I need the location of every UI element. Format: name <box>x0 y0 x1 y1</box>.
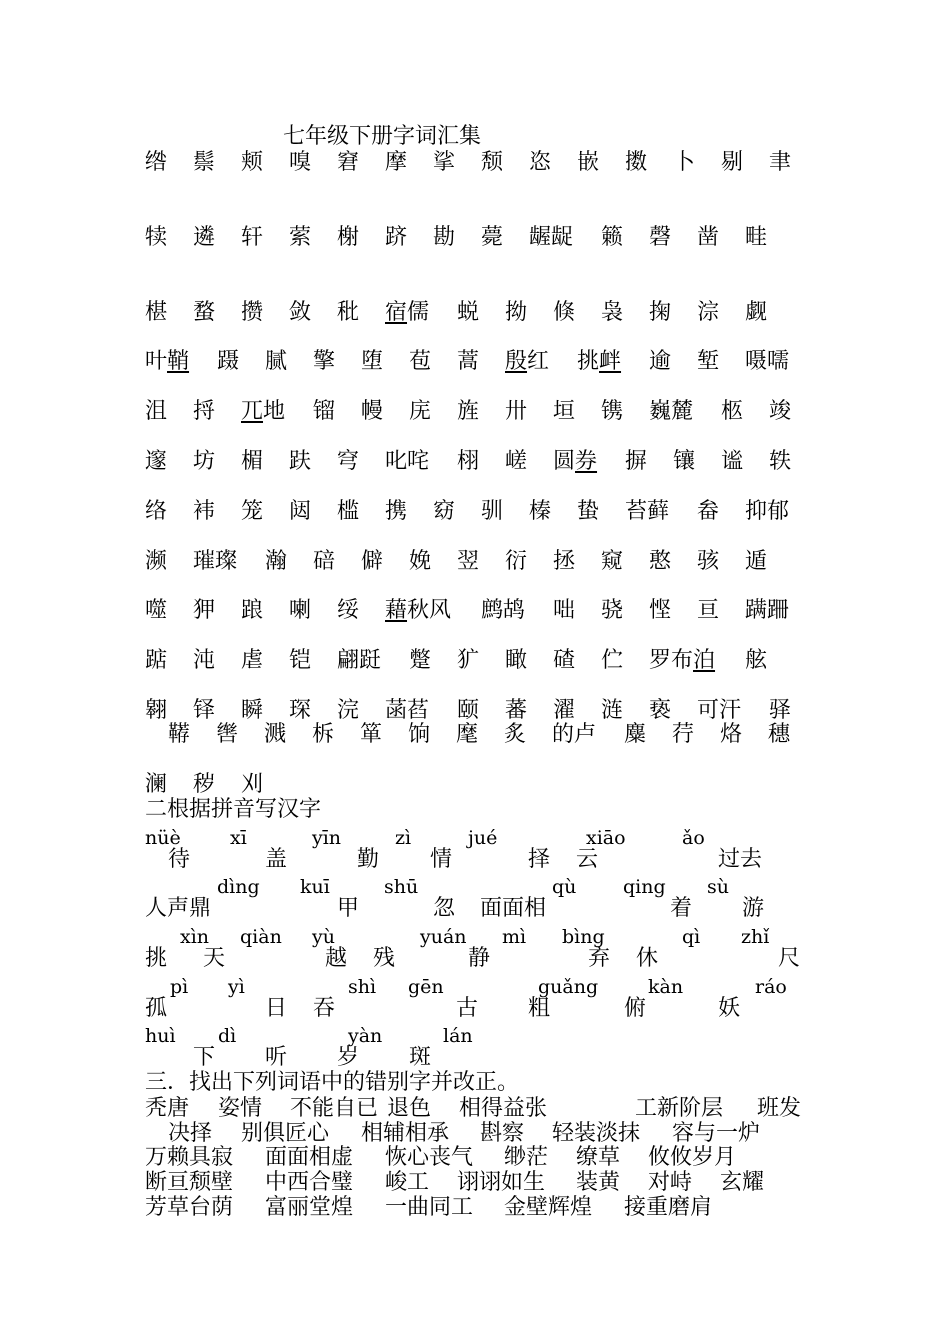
vocab-word: 竣 <box>769 399 792 424</box>
pinyin-item: 勤 <box>357 847 380 872</box>
vocab-word: 叶鞘 <box>145 349 190 374</box>
pinyin-item: 尺 <box>778 946 801 971</box>
vocab-word: 辔 <box>216 722 239 747</box>
pinyin-item: 古 <box>456 996 479 1021</box>
vocab-word: 萦 <box>289 225 312 250</box>
vocab-word: 擞 <box>625 150 648 175</box>
vocab-word: 濒 <box>145 549 168 574</box>
vocab-word: 烙 <box>720 722 743 747</box>
pinyin-item: 云 <box>576 847 599 872</box>
vocab-word: 窈 <box>433 499 456 524</box>
pinyin-item: qì <box>682 926 701 948</box>
correction-word: 装黄 <box>576 1170 621 1195</box>
vocab-word: 驿 <box>769 698 792 723</box>
pinyin-item: 弃 <box>588 946 611 971</box>
vocab-word: 的卢 <box>552 722 597 747</box>
vocab-word: 狎 <box>193 598 216 623</box>
vocab-word: 栩 <box>457 449 480 474</box>
pinyin-item: kàn <box>648 976 684 998</box>
correction-word: 一曲同工 <box>385 1195 474 1220</box>
correction-word: 中西合璧 <box>265 1170 354 1195</box>
pinyin-item: 挑 <box>145 946 168 971</box>
pinyin-item: kuī <box>300 876 330 898</box>
pinyin-item: nüè <box>145 827 181 849</box>
pinyin-item: dì <box>218 1025 237 1047</box>
vocab-word: 喇 <box>289 598 312 623</box>
pinyin-item: 日 <box>265 996 288 1021</box>
vocab-word: 勘 <box>433 225 456 250</box>
pinyin-item: 越 <box>325 946 348 971</box>
pinyin-item: yīn <box>312 827 342 849</box>
vocab-word: 犊 <box>145 225 168 250</box>
vocab-word: 磬 <box>649 225 672 250</box>
vocab-word: 碴 <box>553 648 576 673</box>
pinyin-item: 择 <box>528 847 551 872</box>
vocab-word: 伫 <box>601 648 624 673</box>
vocab-word: 聿 <box>769 150 792 175</box>
vocab-word: 悭 <box>649 598 672 623</box>
vocab-word: 兀地 <box>241 399 286 424</box>
pinyin-item: yù <box>312 926 335 948</box>
vocab-word: 攒 <box>241 300 264 325</box>
pinyin-item: 情 <box>430 847 453 872</box>
vocab-word: 秽 <box>193 772 216 797</box>
vocab-word: 浣 <box>337 698 360 723</box>
pinyin-item: 岁 <box>337 1045 360 1070</box>
vocab-word: 携 <box>385 499 408 524</box>
vocab-word: 畦 <box>745 225 768 250</box>
vocab-word: 摒 <box>625 449 648 474</box>
correction-word: 斟察 <box>480 1121 525 1146</box>
vocab-word: 淙 <box>697 300 720 325</box>
vocab-word: 麋 <box>624 722 647 747</box>
vocab-word: 濯 <box>553 698 576 723</box>
vocab-word: 嵌 <box>577 150 600 175</box>
pinyin-item: 游 <box>742 896 765 921</box>
vocab-word: 踮 <box>145 648 168 673</box>
vocab-word: 罗布泊 <box>649 648 716 673</box>
correction-word: 富丽堂煌 <box>265 1195 354 1220</box>
correction-word: 万赖具寂 <box>145 1145 234 1170</box>
vocab-word: 旌 <box>457 399 480 424</box>
vocab-word: 炙 <box>504 722 527 747</box>
vocab-word: 镶 <box>673 449 696 474</box>
vocab-word: 巍麓 <box>649 399 694 424</box>
correction-word: 班发 <box>757 1096 802 1121</box>
correction-word: 金壁辉煌 <box>504 1195 593 1220</box>
pinyin-item: 过去 <box>718 847 763 872</box>
vocab-word: 憨 <box>649 549 672 574</box>
pinyin-item: 待 <box>168 847 191 872</box>
pinyin-item: 下 <box>193 1045 216 1070</box>
pinyin-item: 吞 <box>313 996 336 1021</box>
pinyin-item: xiāo <box>586 827 626 849</box>
vocab-word: 堑 <box>697 349 720 374</box>
pinyin-item: 孤 <box>145 996 168 1021</box>
vocab-word: 刈 <box>241 772 264 797</box>
vocab-word: 蜕 <box>457 300 480 325</box>
vocab-word: 沌 <box>193 648 216 673</box>
vocab-word: 槛 <box>337 499 360 524</box>
vocab-word: 蹑 <box>217 349 240 374</box>
vocab-word: 咄 <box>553 598 576 623</box>
pinyin-item: sù <box>707 876 729 898</box>
vocab-word: 拗 <box>505 300 528 325</box>
vocab-word: 颊 <box>241 150 264 175</box>
vocab-word: 庑 <box>409 399 432 424</box>
correction-word: 峻工 <box>385 1170 430 1195</box>
vocab-word: 颓 <box>481 150 504 175</box>
vocab-word: 麾 <box>456 722 479 747</box>
correction-word: 工新阶层 <box>635 1096 724 1121</box>
vocab-word: 殷红 <box>505 349 550 374</box>
pinyin-item: zì <box>395 827 412 849</box>
vocab-word: 沮 <box>145 399 168 424</box>
pinyin-item: 静 <box>468 946 491 971</box>
vocab-word: 苔藓 <box>625 499 670 524</box>
pinyin-item: xī <box>230 827 247 849</box>
correction-word: 诩诩如生 <box>457 1170 546 1195</box>
correction-word: 容与一炉 <box>672 1121 761 1146</box>
correction-word: 秃唐 <box>145 1096 190 1121</box>
pinyin-heading: 二根据拼音写汉字 <box>145 797 322 822</box>
pinyin-item: yuán <box>420 926 467 948</box>
vocab-word: 卅 <box>505 399 528 424</box>
correction-word: 相得益张 <box>459 1096 548 1121</box>
pinyin-item: shū <box>384 876 419 898</box>
vocab-word: 铠 <box>289 648 312 673</box>
vocab-word: 鬃 <box>193 150 216 175</box>
pinyin-item: shì <box>348 976 377 998</box>
vocab-word: 舷 <box>745 648 768 673</box>
pinyin-item: zhǐ <box>741 926 770 948</box>
vocab-word: 窥 <box>601 549 624 574</box>
page-title: 七年级下册字词汇集 <box>283 124 482 149</box>
vocab-word: 瞰 <box>505 648 528 673</box>
vocab-word: 窘 <box>337 150 360 175</box>
pinyin-item: 妖 <box>718 996 741 1021</box>
vocab-word: 翱 <box>145 698 168 723</box>
pinyin-item: 盖 <box>265 847 288 872</box>
vocab-word: 菡萏 <box>385 698 430 723</box>
vocab-word: 鹧鸪 <box>481 598 526 623</box>
correction-word: 不能自已 <box>290 1096 379 1121</box>
pinyin-item: guǎng <box>538 976 599 998</box>
correction-word: 断亘颓壁 <box>145 1170 234 1195</box>
vocab-word: 堕 <box>361 349 384 374</box>
vocab-word: 噬 <box>145 598 168 623</box>
vocab-word: 觑 <box>745 300 768 325</box>
vocab-word: 翩跹 <box>337 648 382 673</box>
vocab-word: 可汗 <box>697 698 742 723</box>
pinyin-item: bìng <box>562 926 605 948</box>
vocab-word: 穹 <box>337 449 360 474</box>
vocab-word: 谧 <box>721 449 744 474</box>
pinyin-item: 忽 <box>433 896 456 921</box>
vocab-word: 嗅 <box>289 150 312 175</box>
pinyin-item: qiàn <box>240 926 282 948</box>
vocab-word: 拯 <box>553 549 576 574</box>
vocab-word: 琛 <box>289 698 312 723</box>
vocab-word: 凿 <box>697 225 720 250</box>
vocab-word: 铎 <box>193 698 216 723</box>
vocab-word: 娩 <box>409 549 432 574</box>
pinyin-item: xìn <box>180 926 210 948</box>
pinyin-item: 俯 <box>624 996 647 1021</box>
pinyin-item: 残 <box>373 946 396 971</box>
vocab-word: 绥 <box>337 598 360 623</box>
vocab-word: 幔 <box>361 399 384 424</box>
vocab-word: 掬 <box>649 300 672 325</box>
vocab-word: 蝥 <box>193 300 216 325</box>
vocab-word: 叱咤 <box>385 449 430 474</box>
vocab-word: 薨 <box>481 225 504 250</box>
vocab-word: 驯 <box>481 499 504 524</box>
correction-word: 决择 <box>168 1121 213 1146</box>
vocab-word: 溅 <box>264 722 287 747</box>
correction-word: 玄耀 <box>720 1170 765 1195</box>
pinyin-item: huì <box>145 1025 176 1047</box>
correction-word: 退色 <box>387 1096 432 1121</box>
vocab-word: 擎 <box>313 349 336 374</box>
vocab-word: 苞 <box>409 349 432 374</box>
correction-word: 面面相虚 <box>265 1145 354 1170</box>
vocab-word: 卜 <box>673 150 696 175</box>
pinyin-item: 休 <box>636 946 659 971</box>
vocab-word: 袅 <box>601 300 624 325</box>
vocab-word: 圆券 <box>553 449 598 474</box>
vocab-word: 颐 <box>457 698 480 723</box>
pinyin-item: yì <box>228 976 245 998</box>
vocab-word: 犷 <box>457 648 480 673</box>
vocab-word: 涟 <box>601 698 624 723</box>
vocab-word: 亵 <box>649 698 672 723</box>
pinyin-item: ǎo <box>682 827 705 849</box>
vocab-word: 轩 <box>241 225 264 250</box>
pinyin-item: 听 <box>265 1045 288 1070</box>
vocab-word: 柩 <box>721 399 744 424</box>
pinyin-item: gēn <box>408 976 444 998</box>
correction-word: 别俱匠心 <box>241 1121 330 1146</box>
vocab-word: 穗 <box>768 722 791 747</box>
correction-word: 缈茫 <box>504 1145 549 1170</box>
vocab-word: 虐 <box>241 648 264 673</box>
vocab-word: 衍 <box>505 549 528 574</box>
correction-word: 轻装淡抹 <box>552 1121 641 1146</box>
vocab-word: 捋 <box>193 399 216 424</box>
correction-word: 恢心丧气 <box>385 1145 474 1170</box>
vocab-word: 柝 <box>312 722 335 747</box>
pinyin-item: pì <box>170 976 189 998</box>
vocab-word: 澜 <box>145 772 168 797</box>
correction-word: 接重磨肩 <box>624 1195 713 1220</box>
vocab-word: 骁 <box>601 598 624 623</box>
correction-word: 姿情 <box>218 1096 263 1121</box>
vocab-word: 挲 <box>433 150 456 175</box>
vocab-word: 楣 <box>241 449 264 474</box>
vocab-word: 闼 <box>289 499 312 524</box>
vocab-word: 剔 <box>721 150 744 175</box>
vocab-word: 秕 <box>337 300 360 325</box>
vocab-word: 跻 <box>385 225 408 250</box>
vocab-word: 蕃 <box>505 698 528 723</box>
vocab-word: 遁 <box>745 549 768 574</box>
vocab-word: 敛 <box>289 300 312 325</box>
vocab-word: 宿儒 <box>385 300 430 325</box>
pinyin-item: 面面相 <box>480 896 547 921</box>
pinyin-item: qù <box>552 876 577 898</box>
vocab-word: 蹒跚 <box>745 598 790 623</box>
vocab-word: 籁 <box>601 225 624 250</box>
vocab-word: 绺 <box>145 150 168 175</box>
correction-word: 缭草 <box>576 1145 621 1170</box>
pinyin-item: 甲 <box>337 896 360 921</box>
correction-word: 对峙 <box>648 1170 693 1195</box>
vocab-word: 轶 <box>769 449 792 474</box>
vocab-word: 骇 <box>697 549 720 574</box>
vocab-word: 蹩 <box>409 648 432 673</box>
pinyin-item: 斑 <box>409 1045 432 1070</box>
pinyin-item: yàn <box>348 1025 383 1047</box>
vocab-word: 恣 <box>529 150 552 175</box>
vocab-word: 袆 <box>193 499 216 524</box>
vocab-word: 络 <box>145 499 168 524</box>
vocab-word: 抑郁 <box>745 499 790 524</box>
vocab-word: 镏 <box>313 399 336 424</box>
vocab-word: 榛 <box>529 499 552 524</box>
correction-heading: 三．找出下列词语中的错别字并改正。 <box>145 1070 520 1095</box>
vocab-word: 嗫嚅 <box>745 349 790 374</box>
correction-word: 攸攸岁月 <box>648 1145 737 1170</box>
vocab-word: 嵯 <box>505 449 528 474</box>
vocab-word: 踉 <box>241 598 264 623</box>
vocab-word: 畚 <box>697 499 720 524</box>
pinyin-item: mì <box>502 926 527 948</box>
correction-word: 相辅相承 <box>361 1121 450 1146</box>
vocab-word: 箪 <box>360 722 383 747</box>
vocab-word: 蛰 <box>577 499 600 524</box>
vocab-word: 瀚 <box>265 549 288 574</box>
vocab-word: 僻 <box>361 549 384 574</box>
vocab-word: 饷 <box>408 722 431 747</box>
vocab-word: 荇 <box>672 722 695 747</box>
vocab-word: 逾 <box>649 349 672 374</box>
pinyin-item: 粗 <box>528 996 551 1021</box>
pinyin-item: lán <box>443 1025 473 1047</box>
vocab-word: 瞬 <box>241 698 264 723</box>
correction-word: 芳草台荫 <box>145 1195 234 1220</box>
vocab-word: 鞯 <box>168 722 191 747</box>
vocab-word: 摩 <box>385 150 408 175</box>
vocab-word: 邃 <box>145 449 168 474</box>
vocab-word: 藉秋风 <box>385 598 452 623</box>
vocab-word: 腻 <box>265 349 288 374</box>
vocab-word: 笼 <box>241 499 264 524</box>
vocab-word: 挑衅 <box>577 349 622 374</box>
pinyin-item: qing <box>623 876 666 898</box>
vocab-word: 榭 <box>337 225 360 250</box>
pinyin-item: 人声鼎 <box>145 896 212 921</box>
pinyin-item: jué <box>468 827 498 849</box>
vocab-word: 坊 <box>193 449 216 474</box>
vocab-word: 璀璨 <box>193 549 238 574</box>
vocab-word: 碚 <box>313 549 336 574</box>
pinyin-item: 着 <box>670 896 693 921</box>
vocab-word: 镌 <box>601 399 624 424</box>
vocab-word: 趺 <box>289 449 312 474</box>
vocab-word: 蒿 <box>457 349 480 374</box>
pinyin-item: 天 <box>203 946 226 971</box>
vocab-word: 倏 <box>553 300 576 325</box>
vocab-word: 椹 <box>145 300 168 325</box>
pinyin-item: dìng <box>217 876 260 898</box>
vocab-word: 翌 <box>457 549 480 574</box>
vocab-word: 龌龊 <box>529 225 574 250</box>
vocab-word: 亘 <box>697 598 720 623</box>
vocab-word: 垣 <box>553 399 576 424</box>
vocab-word: 遴 <box>193 225 216 250</box>
pinyin-item: ráo <box>755 976 787 998</box>
